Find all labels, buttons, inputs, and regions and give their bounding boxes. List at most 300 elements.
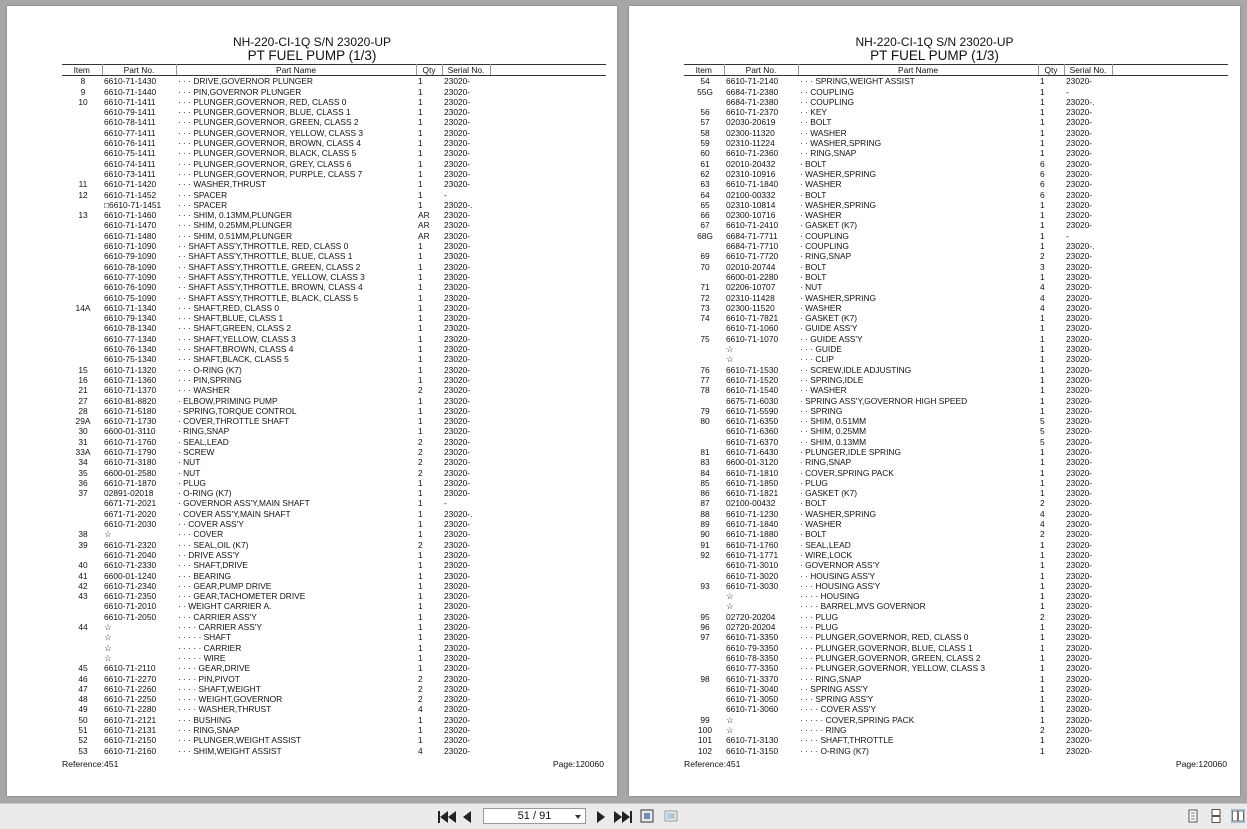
part-name-cell: · · · PLUNGER,GOVERNOR, YELLOW, CLASS 3: [800, 663, 986, 674]
item-cell: 53: [78, 745, 88, 756]
serial-no-cell: 23020-: [444, 416, 471, 427]
serial-no-cell: 23020-.: [444, 199, 473, 210]
qty-cell: 1: [418, 725, 423, 735]
part-name-cell: · BOLT: [800, 529, 827, 540]
blank-cell: [1112, 313, 1228, 323]
table-row: [684, 632, 1228, 642]
serial-no-cell: 23020-: [444, 385, 471, 396]
header-part-no: Part No.: [724, 65, 798, 76]
qty-cell: 1: [1040, 663, 1045, 674]
part-name-cell: · SPRING ASS'Y,GOVERNOR HIGH SPEED: [800, 395, 968, 406]
qty-cell: 1: [418, 519, 423, 530]
qty-cell: 1: [1040, 704, 1045, 715]
table-row: [62, 622, 606, 632]
part-name-cell: · · · DRIVE,GOVERNOR PLUNGER: [178, 76, 313, 87]
part-name-cell: · · · BUSHING: [178, 714, 232, 725]
serial-no-cell: 23020-: [1066, 467, 1093, 478]
part-name-cell: · · SPRING ASS'Y: [800, 683, 869, 694]
part-no-cell: 6610-71-2160: [104, 745, 157, 756]
item-cell: [684, 684, 724, 694]
item-cell: 13: [78, 210, 88, 221]
part-name-cell: · · · · · RING: [800, 725, 847, 735]
qty-cell: 1: [418, 642, 423, 653]
blank-cell: [490, 509, 606, 519]
blank-cell: [490, 344, 606, 354]
blank-cell: [1112, 498, 1228, 508]
blank-cell: [490, 323, 606, 333]
qty-cell: 3: [1040, 261, 1045, 272]
qty-cell: 1: [1040, 601, 1045, 612]
table-row: [684, 117, 1228, 127]
qty-cell: 2: [1040, 251, 1045, 262]
table-row: [62, 128, 606, 138]
part-no-cell: 6610-71-1090: [104, 241, 157, 252]
item-cell: [684, 437, 724, 447]
table-row: [62, 519, 606, 529]
serial-no-cell: 23020-: [444, 241, 471, 252]
qty-cell: 1: [418, 302, 423, 313]
blank-cell: [490, 581, 606, 591]
blank-cell: [1112, 148, 1228, 158]
item-cell: 50: [78, 714, 88, 725]
serial-no-cell: 23020-: [1066, 488, 1093, 499]
serial-no-cell: 23020-: [1066, 168, 1093, 179]
qty-cell: 1: [418, 138, 423, 149]
table-row: [62, 220, 606, 230]
part-no-cell: 6610-71-2010: [104, 601, 157, 612]
item-cell: [684, 323, 724, 333]
qty-cell: 1: [1040, 673, 1045, 684]
part-name-cell: · SEAL,LEAD: [178, 436, 229, 447]
single-page-view-icon[interactable]: [1186, 809, 1200, 823]
table-row: [62, 396, 606, 406]
table-row: [62, 684, 606, 694]
qty-cell: 1: [1040, 477, 1045, 488]
blank-cell: [490, 601, 606, 611]
serial-no-cell: 23020-: [1066, 395, 1093, 406]
serial-no-cell: 23020-: [1066, 498, 1093, 509]
blank-cell: [1112, 426, 1228, 436]
header-serial-no: Serial No.: [1064, 65, 1112, 76]
serial-no-cell: 23020-: [444, 261, 471, 272]
serial-no-cell: 23020-: [1066, 426, 1093, 437]
serial-no-cell: 23020-: [1066, 148, 1093, 159]
qty-cell: 1: [1040, 539, 1045, 550]
qty-cell: 1: [1040, 642, 1045, 653]
item-cell: 11: [78, 179, 88, 190]
table-row: [62, 529, 606, 539]
part-no-cell: 6610-71-3370: [726, 673, 779, 684]
serial-no-cell: -: [444, 498, 447, 509]
serial-no-cell: 23020-: [444, 467, 471, 478]
part-no-cell: 6610-77-3350: [726, 663, 779, 674]
table-row: [62, 632, 606, 642]
item-cell: 41: [78, 570, 88, 581]
part-no-cell: ☆: [726, 601, 734, 612]
item-cell: [62, 519, 102, 529]
serial-no-cell: 23020-: [444, 714, 471, 725]
part-no-cell: 02206-10707: [726, 282, 776, 293]
part-name-cell: · RING,SNAP: [800, 251, 852, 262]
blank-cell: [490, 272, 606, 282]
part-name-cell: · · · SHIM, 0.51MM,PLUNGER: [178, 230, 293, 241]
blank-cell: [490, 406, 606, 416]
part-name-cell: · · · RING,SNAP: [178, 725, 240, 735]
part-no-cell: 6610-71-2131: [104, 725, 157, 735]
part-no-cell: 6610-71-2350: [104, 591, 157, 602]
blank-cell: [490, 684, 606, 694]
table-row: [684, 725, 1228, 735]
part-no-cell: 6610-71-2110: [104, 663, 156, 674]
fit-page-icon[interactable]: [640, 809, 654, 823]
part-no-cell: 6610-71-3040: [726, 683, 779, 694]
blank-cell: [490, 365, 606, 375]
part-no-cell: 6610-71-2150: [104, 735, 157, 746]
qty-cell: 1: [418, 395, 423, 406]
part-name-cell: · · HOUSING ASS'Y: [800, 570, 876, 581]
part-name-cell: · · · PLUNGER,GOVERNOR, PURPLE, CLASS 7: [178, 168, 363, 179]
last-page-icon[interactable]: [614, 808, 632, 825]
blank-cell: [1112, 282, 1228, 292]
blank-cell: [490, 385, 606, 395]
table-row: [684, 612, 1228, 622]
qty-cell: 2: [1040, 498, 1045, 509]
blank-cell: [490, 396, 606, 406]
part-name-cell: · BOLT: [800, 271, 827, 282]
part-no-cell: ☆: [726, 725, 734, 735]
table-row: [684, 643, 1228, 653]
blank-cell: [1112, 560, 1228, 570]
part-no-cell: 6610-71-3030: [726, 580, 779, 591]
blank-cell: [490, 87, 606, 97]
page-right: [629, 6, 1240, 796]
blank-cell: [490, 519, 606, 529]
serial-no-cell: 23020-: [444, 601, 471, 612]
part-no-cell: 6610-75-1340: [104, 354, 157, 365]
table-row: [62, 107, 606, 117]
item-cell: 55G: [697, 86, 713, 97]
part-no-cell: 6610-77-1090: [104, 271, 157, 282]
table-row: [684, 97, 1228, 107]
item-cell: 30: [78, 426, 88, 437]
blank-cell: [490, 138, 606, 148]
part-no-cell: 6610-79-1340: [104, 313, 157, 324]
page-indicator: 51 / 91: [517, 810, 552, 822]
table-row: [684, 282, 1228, 292]
table-row: [62, 725, 606, 735]
table-row: [62, 591, 606, 601]
part-name-cell: · WASHER: [800, 210, 842, 221]
qty-cell: 1: [1040, 591, 1045, 602]
blank-cell: [490, 282, 606, 292]
qty-cell: 2: [418, 385, 423, 396]
table-row: [62, 282, 606, 292]
table-row: [62, 334, 606, 344]
part-name-cell: · · · SEAL,OIL (K7): [178, 539, 249, 550]
serial-no-cell: 23020-: [1066, 323, 1093, 334]
item-cell: 64: [700, 189, 710, 200]
table-row: [62, 87, 606, 97]
qty-cell: 2: [418, 446, 423, 457]
table-row: [62, 365, 606, 375]
part-name-cell: · NUT: [178, 457, 201, 468]
table-row: [684, 87, 1228, 97]
blank-cell: [1112, 365, 1228, 375]
table-row: [684, 396, 1228, 406]
table-row: [62, 447, 606, 457]
blank-cell: [1112, 643, 1228, 653]
blank-cell: [1112, 138, 1228, 148]
qty-cell: 1: [418, 241, 423, 252]
qty-cell: 2: [1040, 529, 1045, 540]
part-name-cell: · · · SHAFT,BLACK, CLASS 5: [178, 354, 289, 365]
part-no-cell: 6610-79-3350: [726, 642, 779, 653]
serial-no-cell: 23020-: [1066, 292, 1093, 303]
part-name-cell: · · · · · COVER,SPRING PACK: [800, 714, 915, 725]
table-row: [684, 735, 1228, 745]
qty-cell: 5: [1040, 416, 1045, 427]
reference-label: Reference:451: [62, 759, 119, 769]
table-row: [62, 354, 606, 364]
table-row: [62, 426, 606, 436]
part-no-cell: 6610-71-7821: [726, 313, 779, 324]
blank-cell: [490, 632, 606, 642]
part-name-cell: · PLUG: [178, 477, 206, 488]
qty-cell: 1: [418, 86, 423, 97]
table-row: [62, 241, 606, 251]
part-name-cell: · · · SPRING ASS'Y: [800, 694, 874, 705]
part-no-cell: 6600-01-3110: [104, 426, 156, 437]
part-name-cell: · · · SHAFT,DRIVE: [178, 560, 248, 571]
serial-no-cell: 23020-: [444, 210, 471, 221]
part-name-cell: · BOLT: [800, 189, 827, 200]
item-cell: 38: [78, 529, 88, 540]
part-name-cell: · · · PLUNGER,GOVERNOR, BLUE, CLASS 1: [178, 107, 351, 118]
serial-no-cell: 23020-: [444, 663, 471, 674]
serial-no-cell: 23020-: [1066, 354, 1093, 365]
table-row: [684, 375, 1228, 385]
qty-cell: 1: [418, 488, 423, 499]
qty-cell: 1: [418, 158, 423, 169]
qty-cell: 2: [418, 673, 423, 684]
serial-no-cell: 23020-: [444, 539, 471, 550]
table-row: [62, 581, 606, 591]
part-no-cell: 6610-71-1530: [726, 364, 779, 375]
part-name-cell: · · · · BARREL,MVS GOVERNOR: [800, 601, 926, 612]
table-row: [62, 323, 606, 333]
qty-cell: 1: [1040, 76, 1045, 87]
serial-no-cell: 23020-: [1066, 199, 1093, 210]
blank-cell: [490, 447, 606, 457]
item-cell: [62, 653, 102, 663]
qty-cell: 1: [418, 168, 423, 179]
qty-cell: 1: [1040, 117, 1045, 128]
serial-no-cell: 23020-: [1066, 210, 1093, 221]
part-no-cell: 02010-20432: [726, 158, 776, 169]
item-cell: 67: [700, 220, 710, 231]
part-name-cell: · · SHIM, 0.25MM: [800, 426, 867, 437]
item-cell: [684, 694, 724, 704]
qty-cell: 1: [418, 601, 423, 612]
page-label: Page:120060: [552, 759, 604, 769]
part-no-cell: 6610-71-1370: [104, 385, 157, 396]
part-no-cell: 6610-79-1411: [104, 107, 156, 118]
table-row: [684, 581, 1228, 591]
part-no-cell: 02720-20204: [726, 622, 776, 633]
part-no-cell: 6610-71-1340: [104, 302, 157, 313]
part-name-cell: · · SHAFT ASS'Y,THROTTLE, BLUE, CLASS 1: [178, 251, 353, 262]
part-no-cell: 6610-71-3130: [726, 735, 779, 746]
part-name-cell: · BOLT: [800, 158, 827, 169]
next-page-icon[interactable]: [594, 808, 608, 825]
part-name-cell: · · · · COVER ASS'Y: [800, 704, 877, 715]
blank-cell: [490, 210, 606, 220]
blank-cell: [490, 571, 606, 581]
serial-no-cell: 23020-: [1066, 745, 1093, 756]
part-no-cell: ☆: [104, 642, 112, 653]
continuous-view-icon[interactable]: [1209, 809, 1223, 823]
blank-cell: [490, 468, 606, 478]
serial-no-cell: 23020-: [1066, 251, 1093, 262]
table-row: [684, 571, 1228, 581]
part-name-cell: · PLUNGER,IDLE SPRING: [800, 446, 901, 457]
serial-no-cell: 23020-: [444, 457, 471, 468]
blank-cell: [1112, 653, 1228, 663]
part-name-cell: · · · SHIM,WEIGHT ASSIST: [178, 745, 282, 756]
blank-cell: [1112, 519, 1228, 529]
qty-cell: 1: [1040, 127, 1045, 138]
serial-no-cell: 23020-: [444, 405, 471, 416]
part-name-cell: · · COVER ASS'Y: [178, 519, 244, 530]
prev-page-icon[interactable]: [460, 808, 474, 825]
part-name-cell: · RING,SNAP: [178, 426, 230, 437]
blank-cell: [1112, 704, 1228, 714]
blank-cell: [1112, 128, 1228, 138]
part-name-cell: · · · PLUNGER,GOVERNOR, YELLOW, CLASS 3: [178, 127, 364, 138]
table-row: [62, 76, 606, 87]
serial-no-cell: 23020-: [1066, 374, 1093, 385]
part-name-cell: · · · · SHAFT,WEIGHT: [178, 683, 261, 694]
part-no-cell: 6610-71-1411: [104, 96, 156, 107]
part-name-cell: · GOVERNOR ASS'Y: [800, 560, 880, 571]
qty-cell: 1: [418, 107, 423, 118]
qty-cell: 1: [1040, 457, 1045, 468]
item-cell: 81: [700, 446, 710, 457]
item-cell: 14A: [75, 302, 91, 313]
blank-cell: [490, 643, 606, 653]
qty-cell: 1: [418, 426, 423, 437]
table-row: [684, 200, 1228, 210]
page-number-input[interactable]: [483, 808, 586, 824]
first-page-icon[interactable]: [438, 808, 456, 825]
part-no-cell: 6610-71-1810: [726, 467, 779, 478]
qty-cell: 1: [1040, 374, 1045, 385]
table-row: [684, 365, 1228, 375]
serial-no-cell: 23020-: [1066, 385, 1093, 396]
serial-no-cell: 23020-: [1066, 189, 1093, 200]
item-cell: [62, 313, 102, 323]
part-no-cell: 6610-75-1411: [104, 148, 156, 159]
two-page-view-icon[interactable]: [1231, 809, 1245, 823]
part-no-cell: 6610-71-2370: [726, 107, 779, 118]
serial-no-cell: 23020-: [444, 725, 471, 735]
doc-title: NH-220-CI-1Q S/N 23020-UP: [232, 35, 392, 49]
item-cell: 66: [700, 210, 710, 221]
table-row: [62, 313, 606, 323]
blank-cell: [490, 251, 606, 261]
part-no-cell: 6610-71-1840: [726, 519, 779, 530]
fit-width-icon[interactable]: [664, 809, 678, 823]
part-no-cell: 6610-71-1730: [104, 416, 157, 427]
qty-cell: 1: [418, 591, 423, 602]
table-row: [684, 550, 1228, 560]
serial-no-cell: 23020-: [1066, 405, 1093, 416]
part-name-cell: · · SHAFT ASS'Y,THROTTLE, GREEN, CLASS 2: [178, 261, 361, 272]
table-row: [684, 220, 1228, 230]
part-name-cell: · · · PLUNGER,GOVERNOR, RED, CLASS 0: [800, 632, 969, 643]
part-name-cell: · · KEY: [800, 107, 827, 118]
serial-no-cell: 23020-: [1066, 158, 1093, 169]
item-cell: [62, 643, 102, 653]
serial-no-cell: 23020-: [444, 611, 471, 622]
qty-cell: 1: [418, 549, 423, 560]
qty-cell: 2: [418, 694, 423, 705]
qty-cell: 1: [1040, 580, 1045, 591]
table-row: [684, 416, 1228, 426]
table-row: [684, 622, 1228, 632]
part-no-cell: 6600-01-3120: [726, 457, 779, 468]
table-row: [684, 560, 1228, 570]
header-qty: Qty: [416, 65, 442, 76]
qty-cell: 1: [1040, 333, 1045, 344]
table-row: [684, 169, 1228, 179]
item-cell: [684, 643, 724, 653]
item-cell: [684, 396, 724, 406]
part-name-cell: · · · PLUNGER,GOVERNOR, BROWN, CLASS 4: [178, 138, 361, 149]
part-no-cell: 6610-71-1452: [104, 189, 157, 200]
item-cell: 28: [78, 405, 88, 416]
qty-cell: 1: [418, 498, 423, 509]
part-no-cell: 6610-71-2121: [104, 714, 157, 725]
item-cell: [62, 262, 102, 272]
part-no-cell: 6610-71-3060: [726, 704, 779, 715]
part-no-cell: ☆: [104, 529, 112, 540]
part-name-cell: · PLUG: [800, 477, 828, 488]
table-row: [684, 251, 1228, 261]
table-row: [684, 715, 1228, 725]
blank-cell: [1112, 179, 1228, 189]
serial-no-cell: 23020-: [1066, 364, 1093, 375]
item-cell: 99: [700, 714, 710, 725]
table-row: [62, 148, 606, 158]
qty-cell: 1: [418, 416, 423, 427]
table-row: [62, 117, 606, 127]
part-no-cell: 6610-71-2280: [104, 704, 157, 715]
qty-cell: 1: [1040, 683, 1045, 694]
part-name-cell: · WASHER,SPRING: [800, 168, 877, 179]
blank-cell: [490, 653, 606, 663]
chevron-down-icon[interactable]: [575, 815, 581, 819]
serial-no-cell: 23020-: [444, 694, 471, 705]
part-name-cell: · · · · · WIRE: [178, 652, 226, 663]
part-no-cell: 6610-71-1440: [104, 86, 157, 97]
blank-cell: [1112, 406, 1228, 416]
table-row: [684, 148, 1228, 158]
item-cell: [62, 159, 102, 169]
table-row: [62, 601, 606, 611]
item-cell: 71: [700, 282, 710, 293]
qty-cell: 1: [418, 199, 423, 210]
